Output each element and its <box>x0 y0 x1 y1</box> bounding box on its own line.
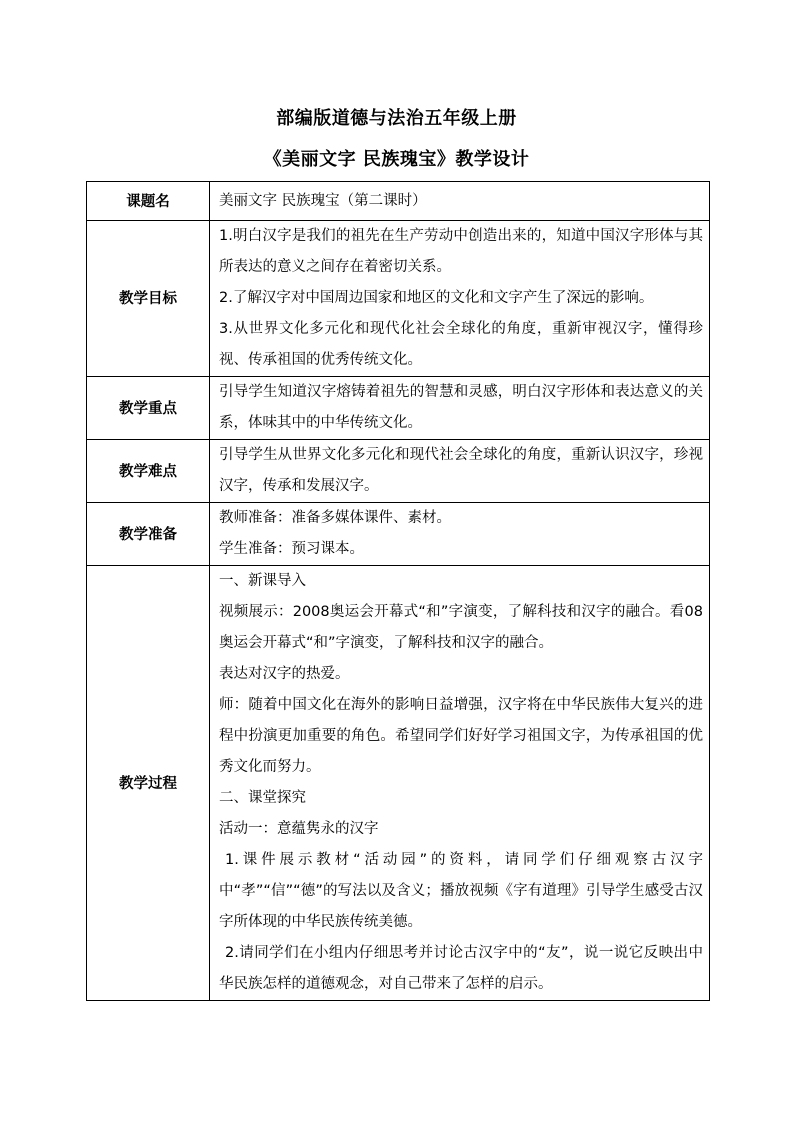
process-content <box>210 566 710 1001</box>
topic-value: 美丽文字 民族瑰宝（第二课时） <box>210 182 710 221</box>
difficulties-text: 引导学生从世界文化多元化和现代社会全球化的角度，重新认识汉字，珍视汉字，传承和发展汉字。 <box>219 447 703 494</box>
process-line: 一、新课导入 <box>219 573 306 589</box>
document-title: 部编版道德与法治五年级上册 <box>276 108 517 129</box>
difficulties-label: 教学难点 <box>87 440 210 503</box>
process-line: 1.课件展示教材“活动园”的资料，请同学们仔细观察古汉字中“孝”“信”“德”的写法以及含义；播放视频《字有道理》引导学生感受古汉字所体现的中华民族传统美德。 <box>219 852 703 930</box>
process-line: 视频展示：2008奥运会开幕式“和”字演变，了解科技和汉字的融合。看08奥运会开幕式“和”字演变，了解科技和汉字的融合。 <box>219 604 703 651</box>
process-line: 二、课堂探究 <box>219 790 306 806</box>
table-row-process <box>87 566 710 1001</box>
table-row-goals <box>87 221 710 377</box>
difficulties-content <box>210 440 710 503</box>
document-subtitle: 《美丽文字 民族瑰宝》教学设计 <box>263 149 530 170</box>
key-points-content <box>210 377 710 440</box>
table-row-difficulties <box>87 440 710 503</box>
key-points-label: 教学重点 <box>87 377 210 440</box>
goal-item: 2.了解汉字对中国周边国家和地区的文化和文字产生了深远的影响。 <box>219 290 654 306</box>
goal-item: 1.明白汉字是我们的祖先在生产劳动中创造出来的，知道中国汉字形体与其所表达的意义之间存在着密切关系。 <box>219 228 703 275</box>
process-line: 师：随着中国文化在海外的影响日益增强，汉字将在中华民族伟大复兴的进程中扮演更加重要的角色。希望同学们好好学习祖国文字，为传承祖国的优秀文化而努力。 <box>219 697 703 775</box>
key-points-text: 引导学生知道汉字熔铸着祖先的智慧和灵感，明白汉字形体和表达意义的关系，体味其中的中华传统文化。 <box>219 384 703 431</box>
goals-content <box>210 221 710 377</box>
preparation-label: 教学准备 <box>87 503 210 566</box>
preparation-content <box>210 503 710 566</box>
preparation-item: 教师准备：准备多媒体课件、素材。 <box>219 510 451 526</box>
table-row-topic <box>87 182 710 221</box>
process-label: 教学过程 <box>87 566 210 1001</box>
table-row-key-points <box>87 377 710 440</box>
goals-label: 教学目标 <box>87 221 210 377</box>
preparation-item: 学生准备：预习课本。 <box>219 541 364 557</box>
lesson-plan-table <box>86 181 710 1001</box>
topic-label: 课题名 <box>87 182 210 221</box>
process-line: 活动一：意蕴隽永的汉字 <box>219 821 379 837</box>
process-line: 表达对汉字的热爱。 <box>219 666 350 682</box>
goal-item: 3.从世界文化多元化和现代化社会全球化的角度，重新审视汉字，懂得珍视、传承祖国的优秀传统文化。 <box>219 321 703 368</box>
table-row-preparation <box>87 503 710 566</box>
process-line: 2.请同学们在小组内仔细思考并讨论古汉字中的“友”，说一说它反映出中华民族怎样的道德观念，对自己带来了怎样的启示。 <box>219 945 703 992</box>
